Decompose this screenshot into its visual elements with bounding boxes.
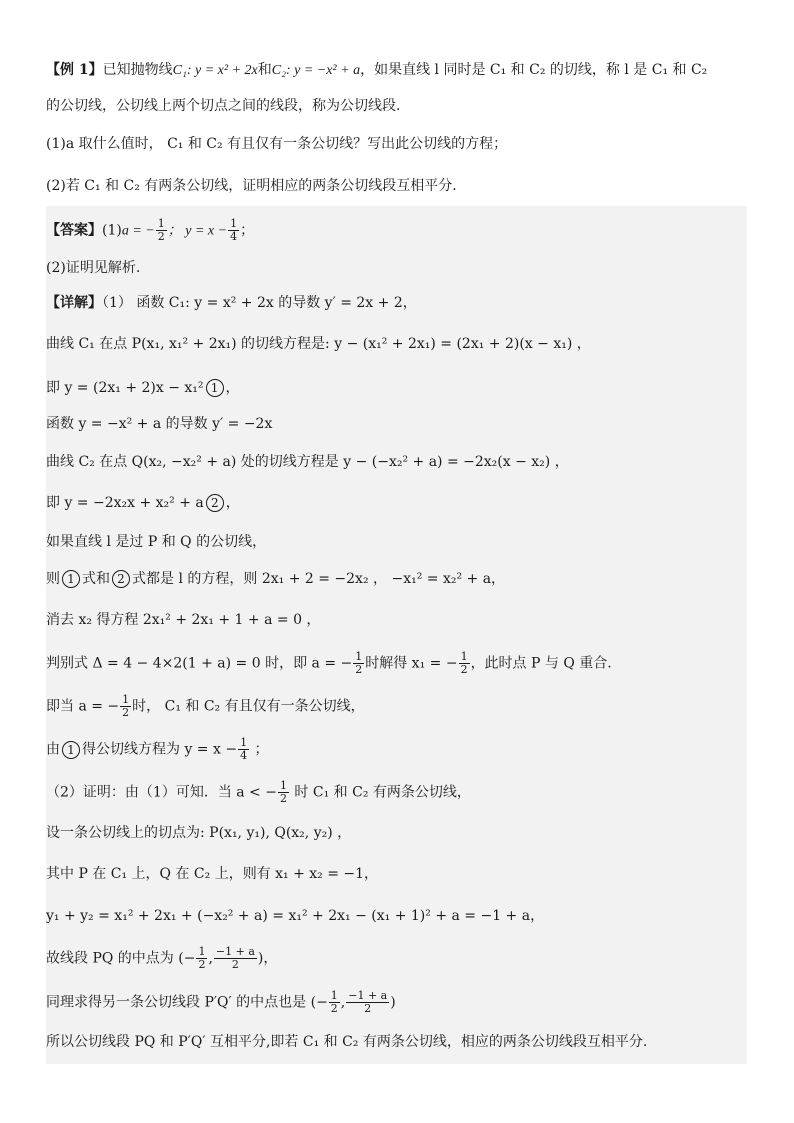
- solution-line-16: y₁ + y₂ = x₁² + 2x₁ + (−x₂² + a) = x₁² + 2x₁ − (x₁ + 1)² + a = −1 + a，: [46, 908, 545, 924]
- solution-line-5: 曲线 C₂ 在点 Q(x₂, −x₂² + a) 处的切线方程是 y − (−x₂² + a) = −2x₂(x − x₂) ，: [46, 454, 569, 470]
- solution-line-17: 故线段 PQ 的中点为 (− $\frac{1}{2}$ , $\frac{-1 + a}{2}$ )，: [46, 945, 278, 971]
- fraction: $\frac{1}{4}$: [230, 217, 238, 243]
- solution-line-1: 【详解】（1） 函数 C₁: y = x² + 2x 的导数 y′ = 2x + 2，: [46, 295, 417, 311]
- fraction: $\frac{1}{4}$: [240, 736, 248, 762]
- circled-1: 1: [206, 379, 224, 397]
- solution-line-8: 则 1 式和 2 式都是 l 的方程，则 2x₁ + 2 = −2x₂ ， −x₁² = x₂² + a，: [46, 571, 506, 587]
- fraction: $\frac{1}{2}$: [198, 945, 206, 971]
- answer-tag: 【答案】: [46, 222, 102, 239]
- solution-line-4: 函数 y = −x² + a 的导数 y′ = −2x: [46, 416, 273, 432]
- fraction: $\frac{1}{2}$: [460, 650, 468, 676]
- question-line-2: 的公切线，公切线上两个切点之间的线段，称为公切线段.: [46, 98, 401, 114]
- circled-1: 1: [62, 570, 80, 588]
- circled-2: 2: [206, 494, 224, 512]
- circled-2: 2: [112, 570, 130, 588]
- question-tag: 【例 1】: [46, 62, 103, 78]
- fraction: $\frac{1}{2}$: [157, 217, 165, 243]
- question-part-2: (2)若 C₁ 和 C₂ 有两条公切线，证明相应的两条公切线段互相平分.: [46, 178, 457, 194]
- solution-line-3: 即 y = (2x₁ + 2)x − x₁² 1 ，: [46, 380, 240, 396]
- solution-line-11: 即当 a = − $\frac{1}{2}$ 时， C₁ 和 C₂ 有且仅有一条公切线，: [46, 693, 365, 719]
- answer-line-1: 【答案】(1)a = − $\frac{1}{2}$ ； y = x − $\frac{1}{4}$ ；: [46, 217, 255, 243]
- solution-line-13: （2）证明：由（1）可知．当 a < − $\frac{1}{2}$ 时 C₁ 和 C₂ 有两条公切线，: [46, 779, 471, 805]
- question-line-1: 【例 1】已知抛物线C₁: y = x² + 2x和C₂: y = −x² + a，如果直线 l 同时是 C₁ 和 C₂ 的切线，称 l 是 C₁ 和 C₂: [46, 62, 708, 78]
- solution-line-6: 即 y = −2x₂x + x₂² + a 2 ，: [46, 495, 240, 511]
- solution-line-14: 设一条公切线上的切点为: P(x₁, y₁), Q(x₂, y₂) ，: [46, 825, 352, 841]
- fraction: $\frac{1}{2}$: [355, 650, 363, 676]
- fraction: $\frac{1}{2}$: [279, 779, 287, 805]
- solution-line-7: 如果直线 l 是过 P 和 Q 的公切线，: [46, 534, 267, 550]
- fraction: $\frac{1}{2}$: [330, 989, 338, 1015]
- solution-line-19: 所以公切线段 PQ 和 P′Q′ 互相平分,即若 C₁ 和 C₂ 有两条公切线，相应的两条公切线段互相平分.: [46, 1034, 648, 1050]
- fraction: $\frac{1}{2}$: [122, 693, 130, 719]
- solution-tag: 【详解】: [46, 295, 102, 311]
- circled-1: 1: [62, 741, 80, 759]
- solution-line-10: 判别式 Δ = 4 − 4×2(1 + a) = 0 时，即 a = − $\frac{1}{2}$ 时解得 x₁ = − $\frac{1}{2}$ ，此时点 P 与 Q 重合.: [46, 650, 612, 676]
- solution-line-15: 其中 P 在 C₁ 上，Q 在 C₂ 上，则有 x₁ + x₂ = −1，: [46, 866, 379, 882]
- question-part-1: (1)a 取什么值时， C₁ 和 C₂ 有且仅有一条公切线？写出此公切线的方程；: [46, 136, 508, 152]
- solution-line-2: 曲线 C₁ 在点 P(x₁, x₁² + 2x₁) 的切线方程是: y − (x₁² + 2x₁) = (2x₁ + 2)(x − x₁) ，: [46, 336, 591, 352]
- solution-line-18: 同理求得另一条公切线段 P′Q′ 的中点也是 (− $\frac{1}{2}$ , $\frac{-1 + a}{2}$ ): [46, 989, 396, 1015]
- solution-line-12: 由 1 得公切线方程为 y = x − $\frac{1}{4}$ ；: [46, 736, 269, 762]
- fraction: $\frac{-1 + a}{2}$: [348, 989, 388, 1015]
- fraction: $\frac{-1 + a}{2}$: [215, 945, 255, 971]
- answer-line-2: (2)证明见解析.: [46, 260, 141, 276]
- solution-line-9: 消去 x₂ 得方程 2x₁² + 2x₁ + 1 + a = 0 ，: [46, 612, 321, 628]
